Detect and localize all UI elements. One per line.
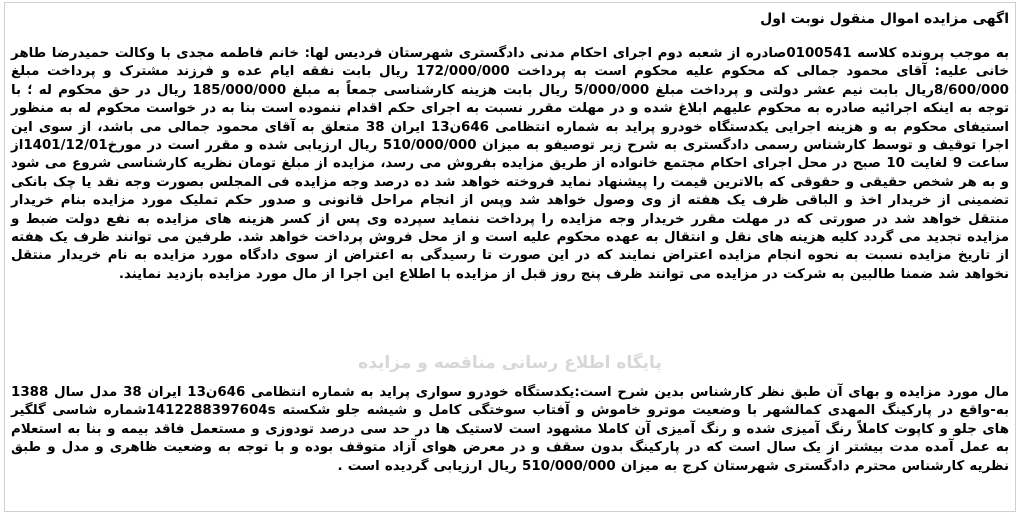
item-description-paragraph: مال مورد مزایده و بهای آن طبق نظر کارشناس بدین شرح است:یکدستگاه خودرو سواری پراید به شماره انتظامی 646ن13 ایران 38 مدل سال 1388 به-واقع در پارکینگ المهدی کمالشهر با وضعیت موترو خاموش و آفتاب سوختگی کامل و شیشه جلو شکسته 1412288397604sشماره شاسی گلگیر های جلو و کاپوت کاملاً رنگ آمیزی شده و رنگ آمیزی آن کاملا مشهود است لاستیک ها در حد سی درصد تودوزی و مستعمل فاقد بیمه و بنا به استعلام به عمل آمده مدت بیشتر از یک سال است که در پارکینگ بدون سقف و در معرض هوای آزاد متوقف بوده و با توجه به وضعیت ظاهری و مدل و طبق نظریه کارشناس محترم دادگستری شهرستان کرج به میزان 510/000/000 ریال ارزیابی گردیده است . xyxy=(11,385,1009,474)
notice-body-paragraph: به موجب پرونده کلاسه 0100541صادره از شعبه دوم اجرای احکام مدنی دادگستری شهرستان فردیس لها: خانم فاطمه مجدی با وکالت حمیدرضا طاهر خانی علیه: آقای محمود جمالی که محکوم علیه محکوم است به پرداخت 172/000/000 ریال بابت نفقه ایام عده و فرزند مشترک و پرداخت مبلغ 8/600/000ریال بابت نیم عشر دولتی و پرداخت مبلغ 5/000/000 ریال بابت هزینه کارشناسی جمعاً به مبلغ 185/000/000 ریال در حق محکوم له ؛ با توجه به اینکه اجرائیه صادره به محکوم علیهم ابلاغ شده و در مهلت مقرر نسبت به اجرای حکم اقدام ننموده است بنا به در خواست محکوم له به منظور استیفای محکوم به و هزینه اجرایی یکدستگاه خودرو پراید به شماره انتظامی 646ن13 ایران 38 متعلق به آقای محمود جمالی می باشد، از سوی این اجرا توقیف و توسط کارشناس رسمی دادگستری به شرح زیر توصیفو به میزان 510/000/000 ریال ارزیابی شده و مقرر است در مورخ1401/12/01از ساعت 9 لغایت 10 صبح در محل اجرای احکام مجتمع خانواده از طریق مزایده بفروش می رسد، مزایده از مبلغ تومان نظریه کارشناسی شروع می شود و به هر شخص حقیقی و حقوقی که بالاترین قیمت را پیشنهاد نماید فروخته خواهد شد ده درصد وجه مزایده فی المجلس بصورت وجه نقد یا چک بانکی تضمینی از خریدار اخذ و الباقی ظرف یک هفته از وی وصول خواهد شد وپس از انجام مراحل قانونی و صدور حکم تملیک مورد مزایده بنام خریدار منتقل خواهد شد در صورتی که در مهلت مقرر خریدار وجه مزایده را پرداخت ننماید سپرده وی پس از کسر هزینه های مزایده به نفع دولت ضبط و مزایده تجدید می گردد کلیه هزینه های نقل و انتقال به عهده محکوم علیه است و از محل فروش پرداخت خواهد شد. طرفین می توانند ظرف یک هفته از تاریخ مزایده نسبت به نحوه انجام مزایده اعتراض نمایند که در این صورت تا رسیدگی به اعتراض از سوی دادگاه مورد مزایده به نام خریدار منتقل نخواهد شد ضمنا طالبین به شرکت در مزایده می توانند ظرف پنج روز قبل از مزایده با اطلاع این اجرا از مال مورد مزایده بازدید نمایند. xyxy=(11,46,1009,282)
auction-notice xyxy=(4,2,1016,512)
notice-title: اگهی مزایده اموال منقول نوبت اول xyxy=(760,11,1009,27)
watermark: پایگاه اطلاع رسانی مناقصه و مزایده xyxy=(358,353,662,373)
